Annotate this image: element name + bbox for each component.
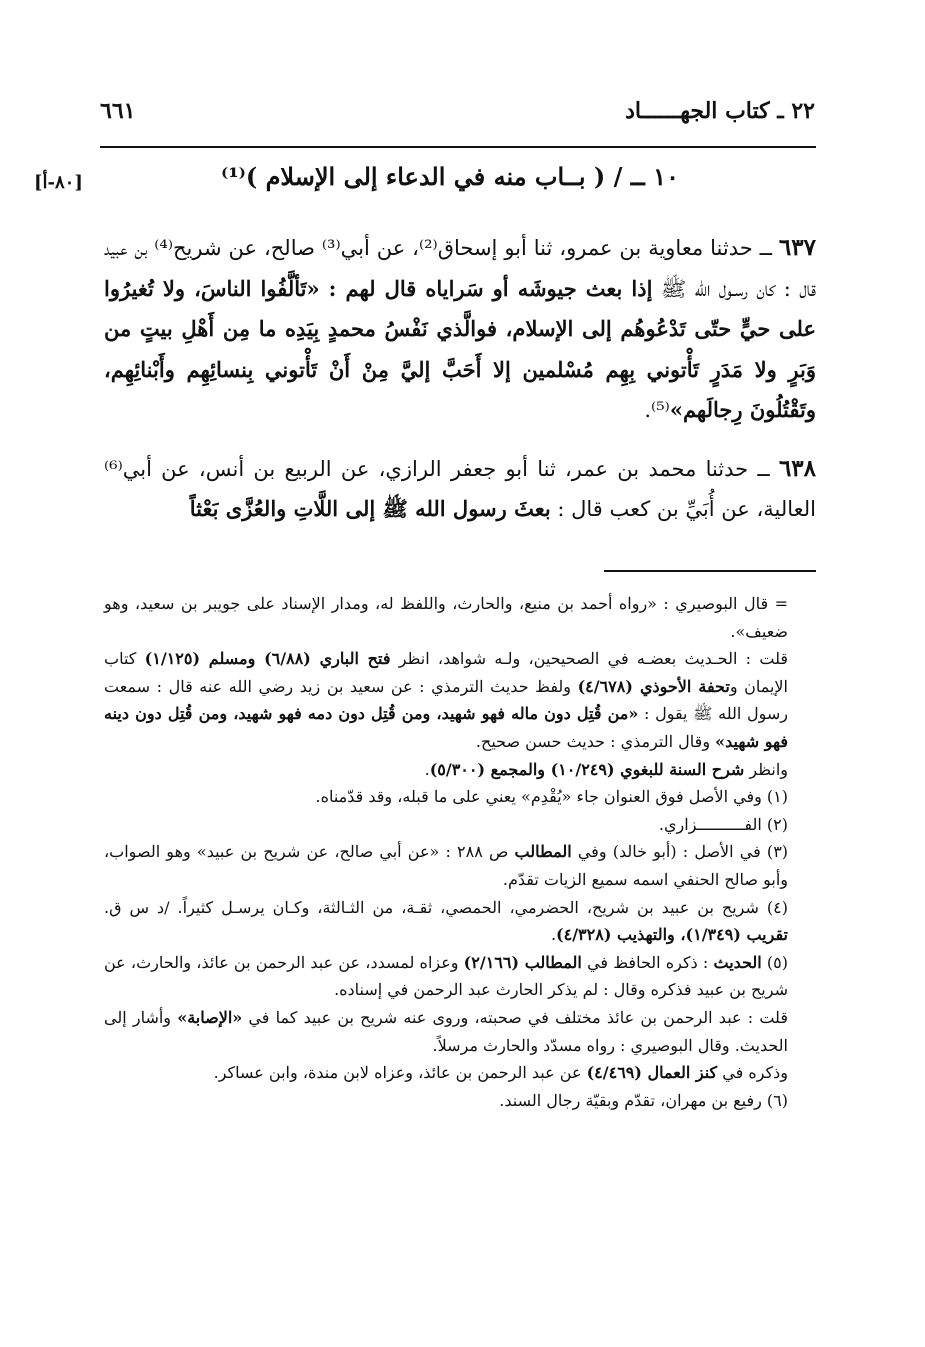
footnote-text: وعزاه لمسدد، عن عبد الرحمن بن عائذ، والحارث، عن شريح بن عبيد فذكره وقال : لم يذكر الحارث عبد الرحمن في إسناده. bbox=[104, 952, 788, 1000]
folio-reference: [٨٠-أ] bbox=[34, 172, 83, 193]
page-number: ٦٦١ bbox=[100, 98, 136, 124]
running-header bbox=[100, 98, 815, 134]
hadith-number: ٦٣٧ bbox=[778, 234, 816, 261]
footnote-5 bbox=[104, 949, 816, 1004]
hadith-chain: ــ حدثنا محمد بن عمر، ثنا أبو جعفر الرازي، عن الربيع بن أنس، عن أبي⁽⁶⁾ العالية، عن أُبَيِّ بن كعب قال : bbox=[104, 456, 816, 521]
footnote-rule bbox=[604, 570, 816, 572]
footnote-text: : ذكره الحافظ في bbox=[581, 952, 714, 972]
footnote-5-kanz bbox=[104, 1059, 816, 1087]
footnote-text: (٤) شريح بن عبيد بن شريح، الحضرمي، الحمصي، ثقـة، من الثـالثة، وكـان يرسـل كثيراً. /د س ق. bbox=[104, 897, 788, 917]
hadith-637 bbox=[104, 228, 816, 431]
footnote-text: عن عبد الرحمن بن عائذ، وعزاه لابن مندة، وابن عساكر. bbox=[213, 1063, 587, 1083]
footnote-text: وقال الترمذي : حديث حسن صحيح. bbox=[475, 731, 716, 751]
hadith-tail: ⁽⁵⁾. bbox=[644, 398, 670, 422]
footnote-comment bbox=[104, 645, 816, 755]
footnote-text: ولفظ حديث الترمذي : عن سعيد بن زيد رضي الله عنه قال : سمعت رسول الله ﷺ يقول : bbox=[104, 676, 788, 724]
footnote-quote: «من قُتِل دون ماله فهو شهيد، ومن قُتِل دون دمه فهو شهيد، ومن قُتِل دون دينه فهو شهيد» bbox=[104, 704, 788, 751]
hadith-matn: «تَألَّفُوا الناسَ، ولا تُغيرُوا على حيٍّ حتّى تَدْعُوهُم إلى الإسلام، فوالَّذي نَفْسُ محمدٍ بِيَدِه ما مِن أَهْلِ بيتٍ من وَبَرٍ ولا مَدَرٍ تَأْتوني بِهِم مُسْلمين إلا أَحَبَّ إليَّ مِنْ أَنْ تَأْتوني بِنسائِهِم وأَبْنائِهِم، وتَقْتُلُونَ رِجالَهم» bbox=[104, 275, 816, 422]
hadith-number: ٦٣٨ bbox=[778, 454, 816, 482]
footnote-text: ص ٢٨٨ : «عن أبي صالح، عن شريح بن عبيد» وهو الصواب، وأبو صالح الحنفي اسمه سميع الزيات تقدّم. bbox=[104, 842, 788, 889]
footnote-source: تحفة الأحوذي (٤/٦٧٨) bbox=[577, 676, 730, 696]
footnote-source: الحديث bbox=[713, 952, 762, 972]
hadith-638 bbox=[104, 449, 816, 530]
footnote-source: فتح الباري (٦/٨٨) ومسلم (١/١٢٥) bbox=[144, 649, 391, 669]
footnotes bbox=[104, 590, 816, 1114]
footnote-source: المطالب bbox=[514, 842, 572, 862]
hadith-chain: ــ حدثنا معاوية بن عمرو، ثنا أبو إسحاق⁽²⁾، عن أبي⁽³⁾ صالح، عن شريح⁽⁴⁾ بن عبيد قال : كان رسـول الله ﷺ bbox=[104, 236, 816, 301]
chapter-title: ٢٢ ـ كتاب الجهــــــاد bbox=[625, 98, 815, 124]
footnote-text: . bbox=[424, 759, 430, 779]
header-rule bbox=[100, 146, 816, 148]
footnote-source: تقريب (١/٣٤٩)، والتهذيب (٤/٣٢٨) bbox=[556, 925, 788, 945]
hadith-intro: إذا بعث جيوشَه أو سَراياه قال لهم : bbox=[319, 275, 653, 301]
footnote-source: المطالب (٢/١٦٦) bbox=[463, 952, 582, 972]
footnote-text: قلت : عبد الرحمن بن عائذ مختلف في صحبته، وروى عنه شريح بن عبيد كما في bbox=[242, 1007, 788, 1027]
footnote-text: . bbox=[550, 925, 557, 945]
footnote-reference bbox=[104, 756, 816, 784]
footnote-1: (١) وفي الأصل فوق العنوان جاء «يُقْدِم» يعني على ما قبله، وقد قدّمناه. bbox=[315, 787, 788, 807]
footnote-text: وانظر bbox=[744, 759, 788, 779]
footnote-source: «الإصابة» bbox=[177, 1007, 243, 1027]
footnote-6: (٦) رفيع بن مهران، تقدّم وبقيّة رجال السند. bbox=[499, 1090, 788, 1110]
main-text bbox=[104, 228, 816, 548]
footnote-continuation: = قال البوصيري : «رواه أحمد بن منيع، والحارث، واللفظ له، ومدار الإسناد على جويبر بن سعيد، وهو ضعيف». bbox=[104, 594, 788, 641]
footnote-text: (٣) في الأصل : (أبو خالد) وفي bbox=[571, 842, 789, 862]
footnote-3 bbox=[104, 838, 816, 893]
footnote-source: شرح السنة للبغوي (١٠/٢٤٩) والمجمع (٥/٣٠٠) bbox=[429, 759, 745, 779]
footnote-5-comment bbox=[104, 1004, 816, 1059]
footnote-4 bbox=[104, 894, 816, 949]
footnote-source: كنز العمال (٤/٤٦٩) bbox=[586, 1063, 718, 1083]
footnote-text: كتاب الإيمان و bbox=[104, 649, 788, 696]
footnote-text: (٥) bbox=[761, 952, 788, 972]
section-title: ١٠ ــ / ( بــاب منه في الدعاء إلى الإسلام )⁽¹⁾ bbox=[221, 162, 679, 191]
footnote-text: وأشار إلى الحديث. وقال البوصيري : رواه مسدّد والحارث مرسلاً. bbox=[104, 1007, 788, 1055]
footnote-text: قلت : الحـديث بعضـه في الصحيحين، ولـه شواهد، انظر bbox=[390, 649, 789, 669]
footnote-text: وذكره في bbox=[717, 1063, 788, 1083]
footnote-2: (٢) الفــــــــــزاري. bbox=[658, 814, 788, 834]
hadith-matn: بعثَ رسول الله ﷺ إلى اللَّاتِ والعُزَّى بَعْثاً bbox=[189, 496, 551, 521]
